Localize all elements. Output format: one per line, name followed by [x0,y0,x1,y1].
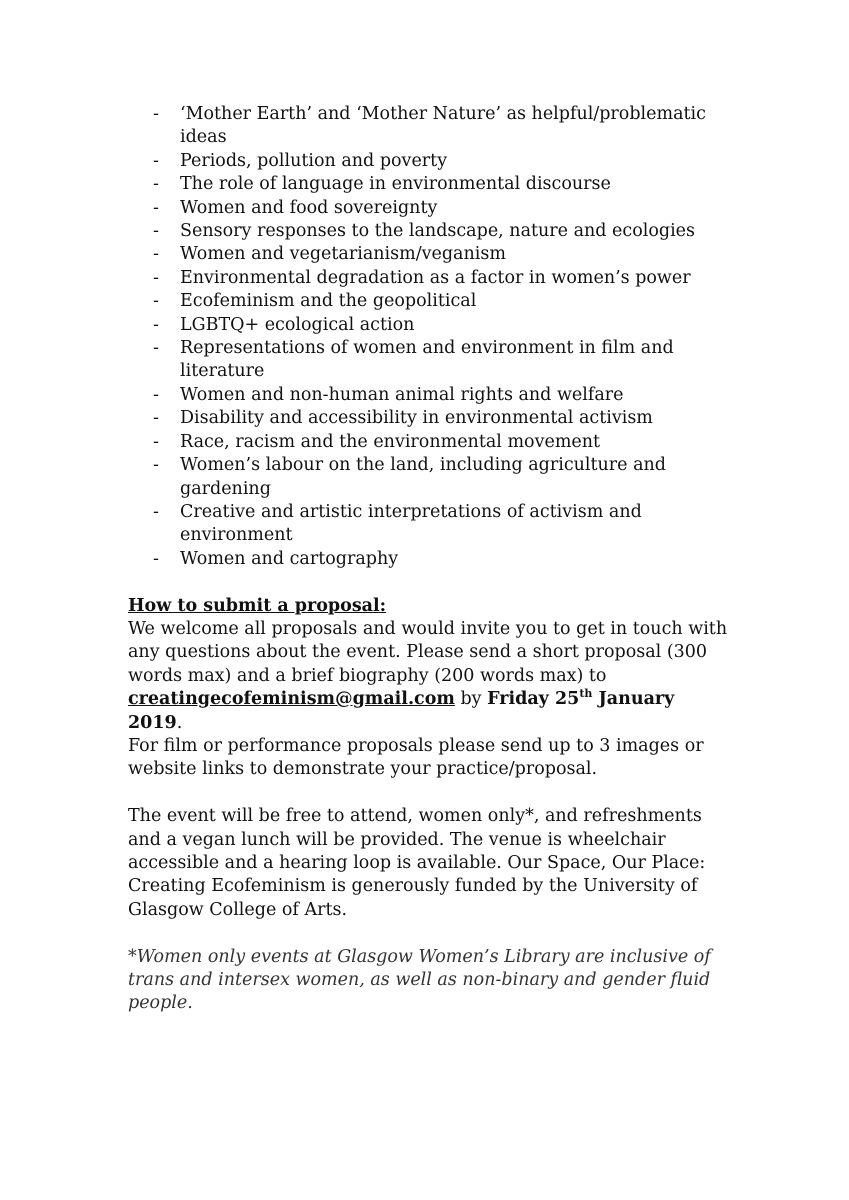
list-dash: - [153,314,159,335]
topic-text: Women and non-human animal rights and welfare [180,384,624,405]
topic-text: Race, racism and the environmental movement [180,431,601,452]
deadline-day: Friday 25 [487,689,580,710]
list-item [128,337,728,384]
film-proposal-text: For film or performance proposals please send up to 3 images or website links to demonstrate your practice/proposal. [128,735,704,780]
list-dash: - [153,291,159,312]
list-item [128,220,728,243]
list-item [128,173,728,196]
list-dash: - [153,267,159,288]
topic-list [128,103,728,571]
submit-intro-text: We welcome all proposals and would invite you to get in touch with any questions about the event. Please send a short proposal (300 words max) and a brief biography (200 words max) to [128,618,728,686]
footnote: *Women only events at Glasgow Women’s Library are inclusive of trans and intersex women, as well as non-binary and gender fluid people. [128,946,711,1014]
list-item [128,103,728,150]
list-dash: - [153,384,159,405]
list-item [128,243,728,266]
list-dash: - [153,455,159,476]
list-item [128,407,728,430]
topic-text: Women and cartography [180,548,399,569]
topic-text: Women and food sovereignty [180,197,438,218]
list-dash: - [153,197,159,218]
deadline-rest: January 2019 [128,689,675,733]
deadline-period: . [176,712,183,733]
document-page [128,103,728,1016]
deadline-ordinal: th [579,687,593,701]
list-item [128,197,728,220]
spacer [128,922,728,945]
topic-text: Sensory responses to the landscape, nature and ecologies [180,221,696,242]
list-dash: - [153,244,159,265]
topic-text: Periods, pollution and poverty [180,150,448,171]
by-text: by [454,689,488,710]
topic-text: ‘Mother Earth’ and ‘Mother Nature’ as helpful/problematic ideas [180,104,706,148]
event-paragraph: The event will be free to attend, women only*, and refreshments and a vegan lunch will be provided. The venue is wheelchair accessible and a hearing loop is available. Our Space, Our Place: Creating Ecofeminism is generously funded by the University of Glasgow College of Arts. [128,806,706,920]
topic-text: LGBTQ+ ecological action [180,314,415,335]
list-item [128,290,728,313]
list-item [128,384,728,407]
list-item [128,150,728,173]
topic-text: Women’s labour on the land, including agriculture and gardening [180,455,666,499]
list-dash: - [153,548,159,569]
topic-text: Environmental degradation as a factor in women’s power [180,267,691,288]
list-item [128,548,728,571]
topic-text: Representations of women and environment in film and literature [180,338,674,382]
list-dash: - [153,221,159,242]
topic-text: Disability and accessibility in environmental activism [180,408,653,429]
list-item [128,454,728,501]
list-item [128,501,728,548]
topic-text: Ecofeminism and the geopolitical [180,291,477,312]
list-item [128,314,728,337]
list-dash: - [153,338,159,359]
spacer [128,782,728,805]
topic-text: Women and vegetarianism/veganism [180,244,506,265]
list-dash: - [153,431,159,452]
topic-text: Creative and artistic interpretations of activism and environment [180,501,642,546]
list-dash: - [153,408,159,429]
list-dash: - [153,501,159,522]
email-link[interactable]: creatingecofeminism@gmail.com [128,689,455,710]
topic-text: The role of language in environmental discourse [180,174,611,195]
list-dash: - [153,174,159,195]
list-dash: - [153,104,159,124]
list-item [128,267,728,290]
list-dash: - [153,150,159,171]
submit-heading: How to submit a proposal: [128,595,387,616]
submit-paragraph [128,618,728,782]
list-item [128,431,728,454]
